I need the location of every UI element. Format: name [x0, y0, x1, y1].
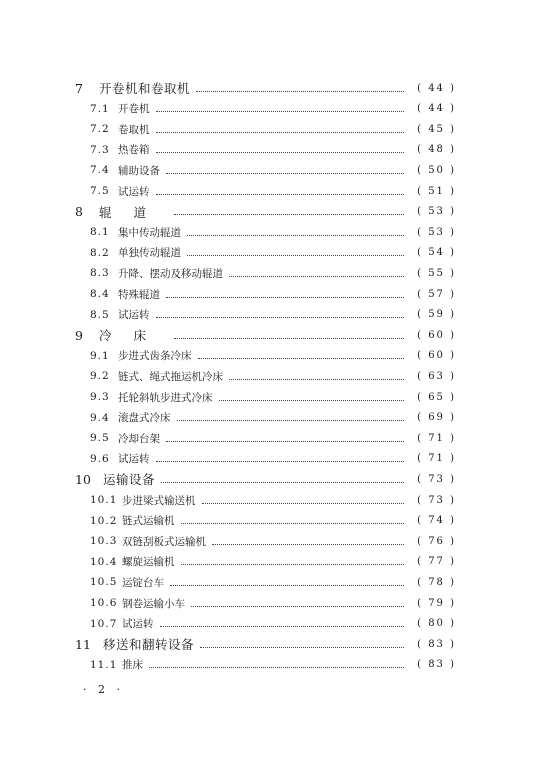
toc-entry-title: 单独传动辊道	[118, 247, 181, 260]
toc-entry-title: 移送和翻转设备	[103, 637, 195, 653]
dot-leader	[160, 614, 405, 627]
toc-entry-title: 运锭台车	[122, 576, 164, 589]
toc-entry-page: ( 71 )	[417, 432, 456, 444]
toc-section-entry[interactable]	[0, 181, 544, 201]
dot-leader	[166, 429, 404, 442]
toc-entry-title: 冷床	[99, 328, 169, 344]
toc-chapter-entry[interactable]	[0, 469, 544, 489]
toc-section-entry[interactable]	[0, 346, 544, 366]
toc-section-entry[interactable]	[0, 408, 544, 428]
dot-leader	[229, 367, 404, 380]
toc-entry-page: ( 83 )	[417, 659, 456, 671]
toc-section-entry[interactable]	[0, 119, 544, 139]
toc-entry-number: 8.5	[90, 308, 110, 321]
toc-entry-page: ( 57 )	[417, 288, 456, 300]
dot-leader	[212, 532, 404, 545]
dot-leader	[198, 346, 405, 359]
dot-leader	[177, 408, 405, 421]
toc-entry-page: ( 73 )	[417, 494, 456, 506]
toc-entry-number: 9.2	[90, 370, 110, 383]
toc-section-entry[interactable]	[0, 263, 544, 283]
toc-section-entry[interactable]	[0, 99, 544, 119]
toc-entry-number: 10.3	[90, 535, 118, 548]
dot-leader	[200, 635, 404, 648]
toc-entry-page: ( 45 )	[417, 123, 456, 135]
toc-entry-number: 10.4	[90, 555, 118, 568]
toc-section-entry[interactable]	[0, 614, 544, 634]
toc-entry-title: 开卷机和卷取机	[99, 81, 191, 96]
toc-entry-number: 7.4	[90, 164, 110, 177]
dot-leader	[170, 573, 404, 586]
toc-entry-title: 辅助设备	[118, 164, 160, 177]
toc-entry-page: ( 44 )	[417, 103, 456, 115]
toc-entry-title: 卷取机	[118, 123, 150, 136]
toc-chapter-entry[interactable]	[0, 78, 544, 98]
toc-entry-page: ( 60 )	[417, 350, 456, 362]
toc-section-entry[interactable]	[0, 305, 544, 325]
toc-section-entry[interactable]	[0, 511, 544, 531]
toc-entry-page: ( 59 )	[417, 309, 456, 321]
toc-entry-title: 热卷箱	[118, 144, 150, 157]
toc-entry-title: 步进式齿条冷床	[118, 350, 192, 363]
toc-entry-title: 特殊辊道	[118, 288, 160, 301]
toc-entry-number: 7.2	[90, 123, 110, 136]
toc-entry-page: ( 54 )	[417, 247, 456, 259]
toc-section-entry[interactable]	[0, 284, 544, 304]
toc-entry-number: 8.2	[90, 246, 110, 259]
dot-leader	[174, 202, 404, 215]
toc-entry-title: 运输设备	[103, 472, 156, 488]
toc-entry-page: ( 65 )	[417, 391, 456, 403]
toc-section-entry[interactable]	[0, 655, 544, 675]
toc-entry-title: 推床	[122, 659, 143, 672]
toc-entry-number: 8.4	[90, 288, 110, 300]
toc-entry-title: 链式、绳式拖运机冷床	[118, 370, 223, 383]
dot-leader	[161, 470, 404, 483]
toc-entry-title: 步进梁式输送机	[122, 494, 196, 507]
toc-entry-page: ( 63 )	[417, 370, 456, 382]
toc-entry-page: ( 53 )	[417, 226, 456, 238]
toc-chapter-entry[interactable]	[0, 202, 544, 222]
toc-entry-page: ( 83 )	[417, 638, 456, 650]
toc-section-entry[interactable]	[0, 572, 544, 592]
toc-chapter-entry[interactable]	[0, 634, 544, 654]
toc-entry-title: 试运转	[122, 618, 154, 631]
dot-leader	[156, 99, 405, 112]
toc-entry-title: 开卷机	[118, 103, 150, 116]
toc-entry-title: 升降、摆动及移动辊道	[118, 267, 223, 280]
dot-leader	[187, 223, 404, 236]
toc-entry-number: 9	[75, 327, 83, 343]
toc-entry-title: 辊道	[99, 204, 169, 220]
toc-entry-number: 7.3	[90, 143, 110, 156]
toc-entry-title: 集中传动辊道	[118, 226, 181, 239]
toc-entry-number: 9.6	[90, 452, 110, 465]
toc-entry-page: ( 60 )	[417, 329, 456, 341]
dot-leader	[187, 243, 404, 256]
toc-section-entry[interactable]	[0, 243, 544, 263]
toc-section-entry[interactable]	[0, 222, 544, 242]
dot-leader	[156, 449, 405, 462]
toc-entry-number: 9.1	[90, 349, 110, 362]
toc-entry-page: ( 48 )	[417, 144, 456, 156]
toc-entry-number: 10.2	[90, 514, 118, 527]
toc-entry-page: ( 71 )	[417, 453, 456, 465]
dot-leader	[219, 388, 405, 401]
toc-entry-title: 冷却台架	[118, 432, 160, 445]
toc-entry-title: 螺旋运输机	[122, 556, 175, 569]
toc-entry-title: 试运转	[118, 309, 150, 322]
toc-entry-number: 11	[75, 636, 91, 652]
dot-leader	[229, 264, 404, 277]
toc-entry-title: 双链刮板式运输机	[122, 535, 206, 548]
toc-entry-page: ( 69 )	[417, 412, 456, 424]
dot-leader	[156, 120, 405, 133]
toc-entry-number: 7.1	[90, 102, 110, 115]
toc-entry-title: 滚盘式冷床	[118, 412, 171, 425]
dot-leader	[202, 491, 405, 504]
toc-entry-number: 10.7	[90, 617, 118, 630]
toc-entry-page: ( 74 )	[417, 515, 456, 527]
toc-section-entry[interactable]	[0, 160, 544, 180]
dot-leader	[181, 552, 405, 565]
toc-entry-number: 10	[75, 471, 91, 487]
toc-entry-page: ( 55 )	[417, 267, 456, 279]
dot-leader	[149, 655, 404, 668]
dot-leader	[166, 285, 404, 298]
toc-entry-title: 托轮斜轨步进式冷床	[118, 391, 213, 404]
toc-entry-page: ( 79 )	[417, 597, 456, 609]
toc-entry-number: 9.4	[90, 411, 110, 424]
toc-entry-page: ( 51 )	[417, 185, 456, 197]
toc-entry-page: ( 76 )	[417, 535, 456, 547]
toc-entry-number: 10.5	[90, 576, 118, 589]
dot-leader	[156, 305, 405, 318]
dot-leader	[174, 326, 404, 339]
toc-entry-number: 7	[75, 80, 83, 96]
toc-entry-page: ( 73 )	[417, 473, 456, 485]
toc-entry-number: 8.3	[90, 267, 110, 280]
toc-entry-page: ( 50 )	[417, 164, 456, 176]
toc-entry-number: 10.6	[90, 597, 118, 609]
dot-leader	[156, 182, 405, 195]
toc-section-entry[interactable]	[0, 140, 544, 160]
toc-entry-page: ( 53 )	[417, 206, 456, 218]
toc-chapter-entry[interactable]	[0, 325, 544, 345]
toc-entry-title: 链式运输机	[122, 515, 175, 528]
toc-section-entry[interactable]	[0, 387, 544, 407]
toc-section-entry[interactable]	[0, 449, 544, 469]
dot-leader	[156, 140, 405, 153]
page-number: · 2 ·	[83, 683, 124, 696]
toc-entry-number: 9.5	[90, 432, 110, 445]
toc-entry-title: 试运转	[118, 453, 150, 466]
dot-leader	[181, 511, 405, 524]
toc-section-entry[interactable]	[0, 490, 544, 510]
toc-entry-page: ( 44 )	[417, 82, 456, 94]
toc-entry-number: 7.5	[90, 185, 110, 197]
toc-entry-number: 8	[75, 204, 83, 220]
toc-entry-title: 钢卷运输小车	[122, 597, 185, 610]
toc-section-entry[interactable]	[0, 428, 544, 448]
dot-leader	[191, 594, 404, 607]
toc-entry-page: ( 77 )	[417, 556, 456, 568]
toc-section-entry[interactable]	[0, 593, 544, 613]
toc-entry-number: 9.3	[90, 391, 110, 403]
toc-entry-page: ( 78 )	[417, 576, 456, 588]
toc-section-entry[interactable]	[0, 552, 544, 572]
toc-entry-title: 试运转	[118, 185, 150, 198]
toc-entry-page: ( 80 )	[417, 618, 456, 630]
toc-entry-number: 8.1	[90, 226, 110, 239]
dot-leader	[196, 79, 404, 92]
dot-leader	[166, 161, 404, 174]
toc-entry-number: 10.1	[90, 494, 118, 506]
toc-section-entry[interactable]	[0, 531, 544, 551]
toc-entry-number: 11.1	[90, 658, 118, 671]
toc-section-entry[interactable]	[0, 366, 544, 386]
